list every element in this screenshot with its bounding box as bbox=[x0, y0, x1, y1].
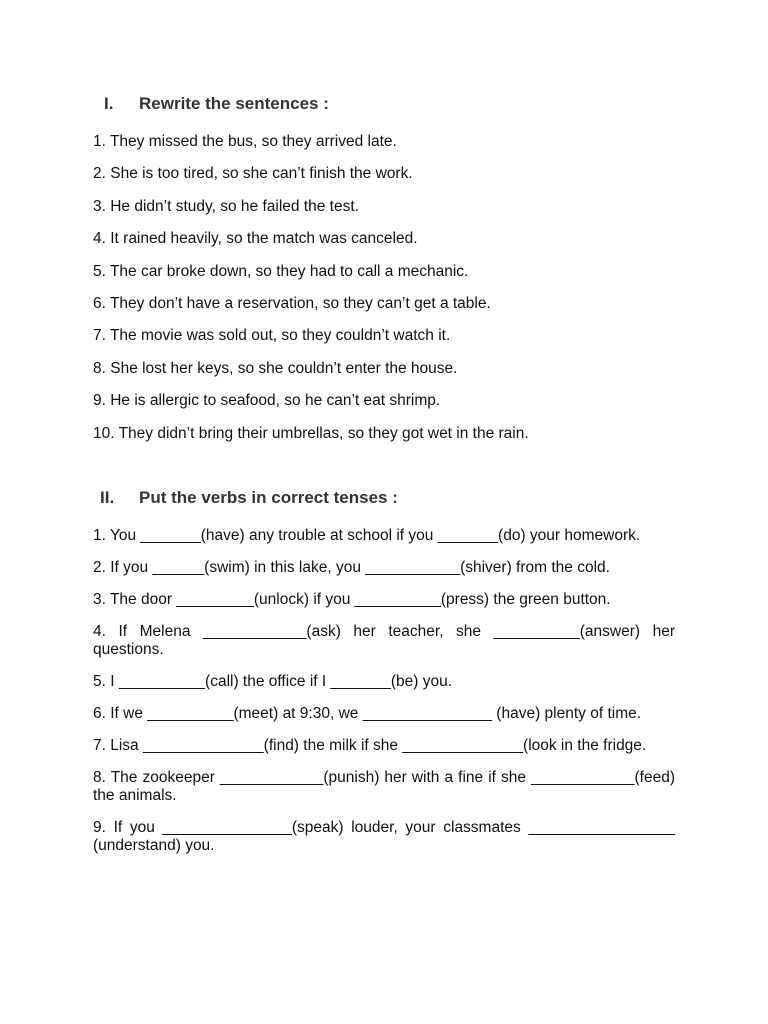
list-item: 4. If Melena ____________(ask) her teacher, she __________(answer) her questions. bbox=[93, 623, 675, 658]
list-item: 7. The movie was sold out, so they couldn’t watch it. bbox=[93, 327, 451, 345]
section-1-numeral: I. bbox=[104, 94, 114, 113]
section-1-heading bbox=[104, 94, 329, 114]
list-item: 3. The door _________(unlock) if you __________(press) the green button. bbox=[93, 591, 611, 608]
verb-tenses-list bbox=[93, 527, 675, 869]
list-item: 8. She lost her keys, so she couldn’t enter the house. bbox=[93, 359, 458, 377]
rewrite-sentences-list bbox=[93, 133, 675, 457]
section-2-heading bbox=[100, 488, 398, 508]
list-item: 1. You _______(have) any trouble at school if you _______(do) your homework. bbox=[93, 527, 641, 544]
list-item: 7. Lisa ______________(find) the milk if she ______________(look in the fridge. bbox=[93, 737, 647, 754]
list-item: 9. He is allergic to seafood, so he can’t eat shrimp. bbox=[93, 392, 441, 410]
list-item: 3. He didn’t study, so he failed the test. bbox=[93, 197, 359, 215]
list-item: 2. She is too tired, so she can’t finish the work. bbox=[93, 165, 413, 183]
section-2-numeral: II. bbox=[100, 488, 115, 507]
list-item: 5. I __________(call) the office if I _______(be) you. bbox=[93, 673, 453, 690]
list-item: 10. They didn’t bring their umbrellas, so they got wet in the rain. bbox=[93, 424, 529, 442]
list-item: 6. If we __________(meet) at 9:30, we _______________ (have) plenty of time. bbox=[93, 705, 642, 722]
section-2-title: Put the verbs in correct tenses : bbox=[139, 488, 398, 507]
list-item: 8. The zookeeper ____________(punish) her with a fine if she ____________(feed) the animals. bbox=[93, 769, 675, 804]
list-item: 6. They don’t have a reservation, so they can’t get a table. bbox=[93, 294, 491, 312]
list-item: 4. It rained heavily, so the match was canceled. bbox=[93, 230, 418, 248]
list-item: 1. They missed the bus, so they arrived late. bbox=[93, 133, 397, 150]
section-1-title: Rewrite the sentences : bbox=[139, 94, 329, 113]
list-item: 9. If you _______________(speak) louder, your classmates _________________ (understand) you. bbox=[93, 819, 675, 854]
list-item: 5. The car broke down, so they had to call a mechanic. bbox=[93, 262, 469, 280]
list-item: 2. If you ______(swim) in this lake, you ___________(shiver) from the cold. bbox=[93, 559, 610, 576]
